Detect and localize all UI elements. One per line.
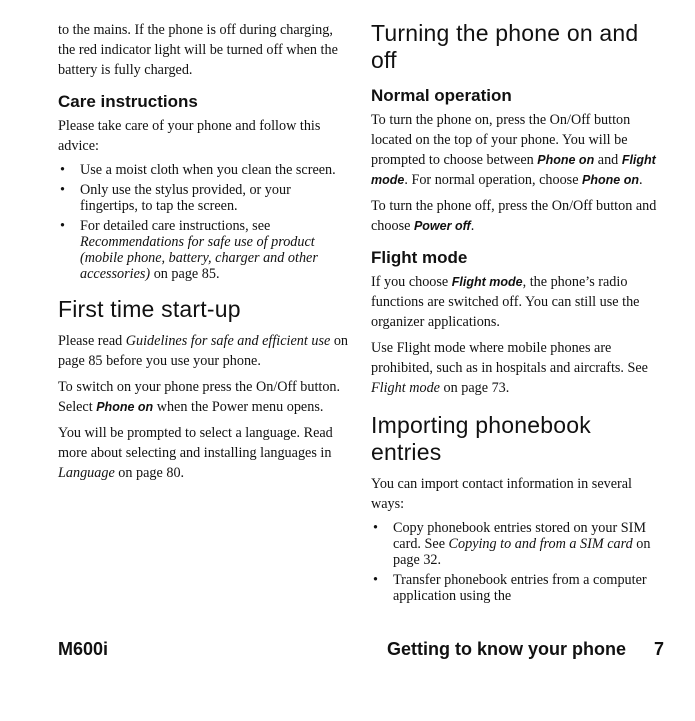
normal-operation-paragraph-1: To turn the phone on, press the On/Off button located on the top of your phone. You will be prompted to choose between Phone on and Flight mode. For normal operation, choose Phone on. [371,112,656,188]
care-intro: Please take care of your phone and follow this advice: [58,118,321,154]
footer-model: M600i [58,639,109,659]
turning-phone-heading: Turning the phone on and off [371,20,639,73]
list-item: • Copy phonebook entries stored on your SIM card. See Copying to and from a SIM card on page 32. [371,520,663,568]
first-startup-paragraph-2: To switch on your phone press the On/Off button. Select Phone on when the Power menu opens. [58,379,341,415]
language-link[interactable]: Language [58,465,115,481]
normal-operation-paragraph-2: To turn the phone off, press the On/Off button and choose Power off. [371,198,657,234]
care-bullet-list [58,162,350,282]
first-startup-paragraph-3: You will be prompted to select a language. Read more about selecting and installing languages in Language on page 80. [58,425,333,481]
flight-mode-link[interactable]: Flight mode [371,380,440,396]
care-instructions-heading: Care instructions [58,92,198,111]
list-item: • Transfer phonebook entries from a computer application using the [371,572,663,604]
list-item: • Only use the stylus provided, or your fingertips, to tap the screen. [58,182,350,214]
flight-mode-paragraph-1: If you choose Flight mode, the phone’s radio functions are switched off. You can still use the organizer applications. [371,274,640,330]
right-column [371,20,663,612]
care-recommendations-link[interactable]: Recommendations for safe use of product (mobile phone, battery, charger and other accessories) [80,234,318,282]
page-number: 7 [654,639,665,659]
footer-section-title: Getting to know your phone [387,639,626,659]
list-item: • Use a moist cloth when you clean the screen. [58,162,350,178]
importing-phonebook-heading: Importing phonebook entries [371,412,591,465]
phone-on-term: Phone on [96,400,154,414]
flight-mode-heading: Flight mode [371,248,468,267]
importing-bullet-list [371,520,663,604]
guidelines-link[interactable]: Guidelines for safe and efficient use [125,333,331,349]
flight-mode-paragraph-2: Use Flight mode where mobile phones are prohibited, such as in hospitals and aircrafts. See Flight mode on page 73. [371,340,648,396]
sim-copy-link[interactable]: Copying to and from a SIM card [448,536,633,552]
intro-paragraph: to the mains. If the phone is off during charging, the red indicator light will be turned off when the battery is fully charged. [58,22,338,78]
first-startup-paragraph-1: Please read Guidelines for safe and efficient use on page 85 before you use your phone. [58,333,348,369]
importing-intro: You can import contact information in several ways: [371,476,632,512]
left-column [58,20,350,489]
normal-operation-heading: Normal operation [371,86,512,105]
first-time-startup-heading: First time start-up [58,296,241,322]
list-item: • For detailed care instructions, see Recommendations for safe use of product (mobile phone, battery, charger and other accessories) on page 85. [58,218,350,282]
